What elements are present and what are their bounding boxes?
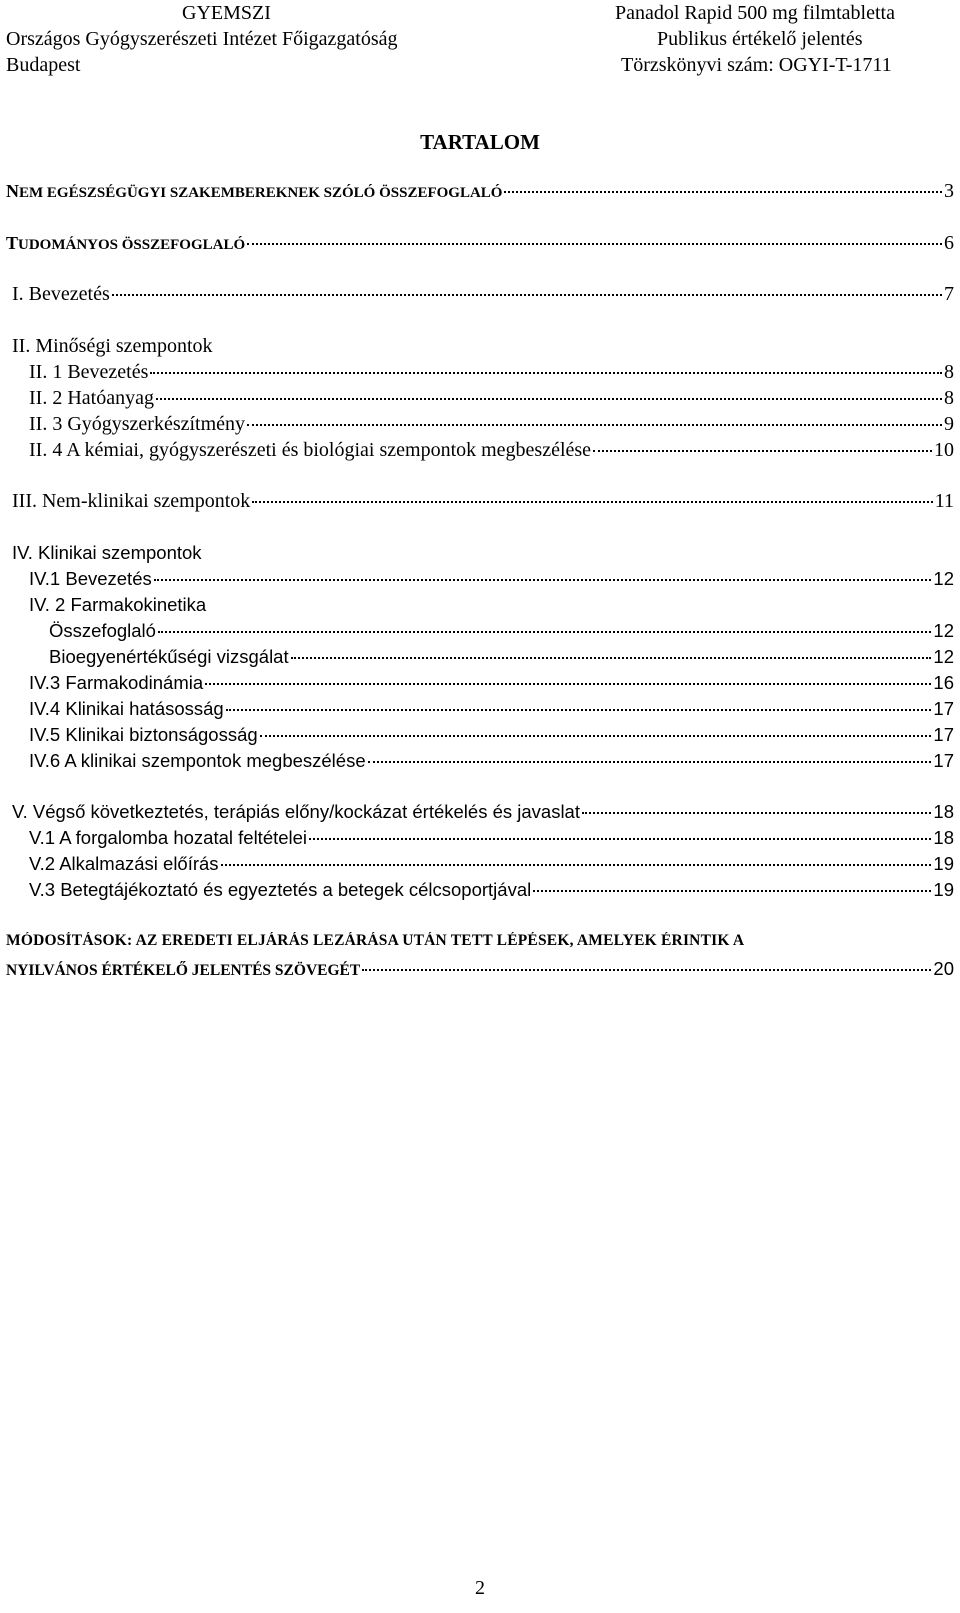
- dot-leader: [112, 293, 942, 296]
- page-number: 8: [944, 361, 954, 383]
- dot-leader: [158, 630, 931, 633]
- page-number: 9: [944, 413, 954, 435]
- page-number: 12: [933, 568, 954, 589]
- page-number: 20: [933, 958, 954, 979]
- header-registration: Törzskönyvi szám: OGYI-T-1711: [621, 54, 892, 76]
- header-city: Budapest: [6, 54, 81, 76]
- page-number: 10: [934, 439, 954, 461]
- dot-leader: [226, 708, 932, 711]
- toc-entry-iv4[interactable]: IV.4 Klinikai hatásosság 17: [29, 698, 954, 719]
- header-agency-short: GYEMSZI: [182, 2, 271, 24]
- dot-leader: [504, 190, 942, 193]
- dot-leader: [582, 811, 931, 814]
- page-number: 17: [933, 724, 954, 745]
- page-number: 11: [934, 490, 954, 512]
- dot-leader: [260, 734, 932, 737]
- dot-leader: [205, 682, 931, 685]
- toc-entry-tudomanyos[interactable]: TUDOMÁNYOS ÖSSZEFOGLALÓ 6: [6, 232, 954, 254]
- toc-heading-ii: II. Minőségi szempontok: [12, 335, 213, 357]
- toc-entry-v1[interactable]: V.1 A forgalomba hozatal feltételei 18: [29, 827, 954, 848]
- page-number: 6: [944, 232, 954, 254]
- page-footer-number: 2: [475, 1577, 485, 1599]
- header-agency-full: Országos Gyógyszerészeti Intézet Főigazgatóság: [6, 28, 398, 50]
- toc-entry-iii[interactable]: III. Nem-klinikai szempontok 11: [12, 490, 954, 512]
- dot-leader: [291, 656, 932, 659]
- toc-entry-ii2[interactable]: II. 2 Hatóanyag 8: [29, 387, 954, 409]
- page-number: 8: [944, 387, 954, 409]
- page-number: 19: [933, 853, 954, 874]
- page-number: 17: [933, 750, 954, 771]
- dot-leader: [247, 423, 942, 426]
- header-right: [615, 0, 955, 78]
- toc-entry-modositasok[interactable]: NYILVÁNOS ÉRTÉKELŐ JELENTÉS SZÖVEGÉT 20: [6, 958, 954, 979]
- page-number: 7: [944, 283, 954, 305]
- dot-leader: [154, 578, 932, 581]
- dot-leader: [247, 242, 942, 245]
- page-number: 12: [933, 646, 954, 667]
- toc-entry-v2[interactable]: V.2 Alkalmazási előírás 19: [29, 853, 954, 874]
- toc-entry-iv1[interactable]: IV.1 Bevezetés 12: [29, 568, 954, 589]
- toc-entry-ii4[interactable]: II. 4 A kémiai, gyógyszerészeti és biológiai szempontok megbeszélése 10: [29, 439, 954, 461]
- toc-entry-v3[interactable]: V.3 Betegtájékoztató és egyeztetés a betegek célcsoportjával 19: [29, 879, 954, 900]
- dot-leader: [593, 449, 932, 452]
- toc-entry-ii3[interactable]: II. 3 Gyógyszerkészítmény 9: [29, 413, 954, 435]
- toc-heading-iv2: IV. 2 Farmakokinetika: [29, 594, 207, 615]
- toc-entry-ii1[interactable]: II. 1 Bevezetés 8: [29, 361, 954, 383]
- toc-entry-iv2-osszefoglalo[interactable]: Összefoglaló 12: [49, 620, 954, 641]
- page-title: TARTALOM: [420, 130, 540, 154]
- dot-leader: [221, 863, 932, 866]
- toc-entry-iv2-bioegyenertekuseg[interactable]: Bioegyenértékűségi vizsgálat 12: [49, 646, 954, 667]
- page-number: 18: [933, 801, 954, 822]
- page-number: 17: [933, 698, 954, 719]
- header-report-type: Publikus értékelő jelentés: [657, 28, 863, 50]
- toc-entry-iv3[interactable]: IV.3 Farmakodinámia 16: [29, 672, 954, 693]
- toc-entry-i[interactable]: I. Bevezetés 7: [12, 283, 954, 305]
- toc-entry-v[interactable]: V. Végső következtetés, terápiás előny/kockázat értékelés és javaslat 18: [12, 801, 954, 822]
- toc-heading-modositasok: MÓDOSÍTÁSOK: AZ EREDETI ELJÁRÁS LEZÁRÁSA UTÁN TETT LÉPÉSEK, AMELYEK ÉRINTIK A: [6, 932, 745, 949]
- toc-entry-nem-szakembereknek[interactable]: NEM EGÉSZSÉGÜGYI SZAKEMBEREKNEK SZÓLÓ ÖSSZEFOGLALÓ 3: [6, 180, 954, 202]
- dot-leader: [533, 889, 931, 892]
- header-product: Panadol Rapid 500 mg filmtabletta: [615, 2, 895, 24]
- toc-heading-iv: IV. Klinikai szempontok: [12, 542, 202, 563]
- dot-leader: [252, 500, 932, 503]
- dot-leader: [309, 837, 931, 840]
- page-number: 18: [933, 827, 954, 848]
- dot-leader: [150, 371, 942, 374]
- page-number: 19: [933, 879, 954, 900]
- dot-leader: [368, 760, 932, 763]
- page-number: 16: [933, 672, 954, 693]
- toc-entry-iv5[interactable]: IV.5 Klinikai biztonságosság 17: [29, 724, 954, 745]
- page-number: 12: [933, 620, 954, 641]
- page-number: 3: [944, 180, 954, 202]
- header-left: [6, 0, 476, 78]
- toc-entry-iv6[interactable]: IV.6 A klinikai szempontok megbeszélése 17: [29, 750, 954, 771]
- dot-leader: [156, 397, 942, 400]
- dot-leader: [362, 968, 931, 971]
